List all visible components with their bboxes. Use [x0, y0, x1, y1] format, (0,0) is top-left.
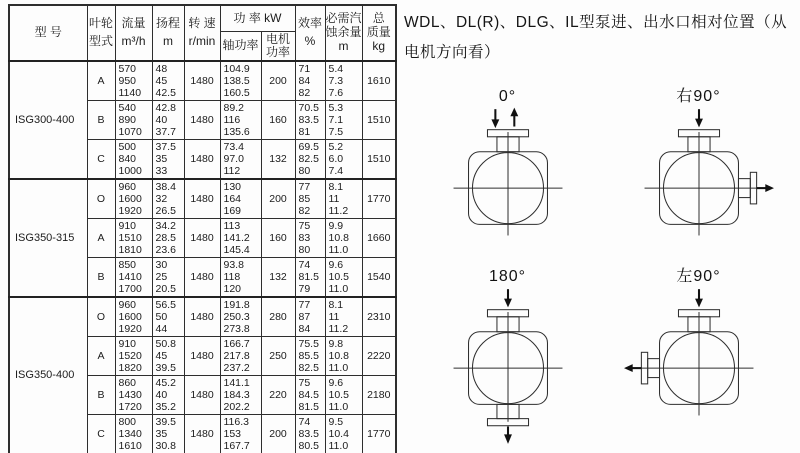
npsh-cell: 8.1 11 11.2: [325, 179, 362, 219]
motor-power-cell: 220: [261, 375, 295, 414]
motor-power-cell: 250: [261, 336, 295, 375]
impeller-cell: C: [87, 139, 115, 179]
diagram-angle-label: 左90°: [676, 268, 721, 285]
npsh-cell: 5.3 7.1 7.5: [325, 100, 362, 139]
panel-title: WDL、DL(R)、DLG、IL型泵进、出水口相对位置（从电机方向看）: [404, 14, 788, 61]
pump-outline-icon: [624, 106, 774, 265]
table-body: [9, 61, 396, 453]
header-power-group: 功 率 kW: [220, 5, 295, 31]
npsh-cell: 5.4 7.3 7.6: [325, 61, 362, 101]
speed-cell: 1480: [184, 375, 220, 414]
flow-cell: 570 950 1140: [115, 61, 152, 101]
impeller-cell: C: [87, 414, 115, 453]
impeller-cell: O: [87, 297, 115, 337]
pump-diagram-right-outlet: [624, 88, 774, 268]
flow-cell: 960 1600 1920: [115, 179, 152, 219]
shaft-power-cell: 89.2 116 135.6: [220, 100, 261, 139]
head-cell: 30 25 20.5: [152, 257, 184, 297]
header-head: 扬程 m: [152, 5, 184, 61]
header-flow: 流量 m³/h: [115, 5, 152, 61]
efficiency-cell: 77 87 84: [295, 297, 325, 337]
pump-diagram-bottom-outlet: [433, 268, 583, 448]
diagram-angle-label: 180°: [488, 268, 527, 285]
mass-cell: 1770: [362, 414, 396, 453]
head-cell: 50.8 45 39.5: [152, 336, 184, 375]
spec-row: [9, 61, 396, 101]
npsh-cell: 9.5 10.4 11.0: [325, 414, 362, 453]
speed-cell: 1480: [184, 257, 220, 297]
mass-cell: 2220: [362, 336, 396, 375]
mass-cell: 1510: [362, 139, 396, 179]
speed-cell: 1480: [184, 218, 220, 257]
npsh-cell: 5.2 6.0 7.4: [325, 139, 362, 179]
motor-power-cell: 200: [261, 414, 295, 453]
efficiency-cell: 74 83.5 80.5: [295, 414, 325, 453]
npsh-cell: 8.1 11 11.2: [325, 297, 362, 337]
npsh-cell: 9.6 10.5 11.0: [325, 257, 362, 297]
head-cell: 38.4 32 26.5: [152, 179, 184, 219]
diagram-angle-label: 0°: [498, 88, 517, 105]
shaft-power-cell: 73.4 97.0 112: [220, 139, 261, 179]
pump-diagram-left-outlet: [624, 268, 774, 448]
header-speed: 转 速 r/min: [184, 5, 220, 61]
mass-cell: 1770: [362, 179, 396, 219]
motor-power-cell: 160: [261, 218, 295, 257]
header-npsh: 必需汽 蚀余量 m: [325, 5, 362, 61]
head-cell: 48 45 42.5: [152, 61, 184, 101]
motor-power-cell: 160: [261, 100, 295, 139]
header-efficiency: 效率 %: [295, 5, 325, 61]
model-cell: ISG300-400: [9, 61, 87, 179]
speed-cell: 1480: [184, 100, 220, 139]
shaft-power-cell: 113 141.2 145.4: [220, 218, 261, 257]
pump-diagram-top-outlet: [433, 88, 583, 268]
head-cell: 34.2 28.5 23.6: [152, 218, 184, 257]
efficiency-cell: 75 84.5 81.5: [295, 375, 325, 414]
spec-row: [9, 179, 396, 219]
spec-table: [8, 4, 397, 453]
motor-power-cell: 200: [261, 179, 295, 219]
efficiency-cell: 75 83 80: [295, 218, 325, 257]
table-header: [9, 5, 396, 61]
mass-cell: 1610: [362, 61, 396, 101]
impeller-cell: A: [87, 61, 115, 101]
npsh-cell: 9.6 10.5 11.0: [325, 375, 362, 414]
header-shaft-power: 轴功率: [220, 31, 261, 61]
flow-cell: 800 1340 1610: [115, 414, 152, 453]
shaft-power-cell: 191.8 250.3 273.8: [220, 297, 261, 337]
npsh-cell: 9.9 10.8 11.0: [325, 218, 362, 257]
spec-row: [9, 297, 396, 337]
flow-cell: 540 890 1070: [115, 100, 152, 139]
shaft-power-cell: 141.1 184.3 202.2: [220, 375, 261, 414]
flow-cell: 500 840 1000: [115, 139, 152, 179]
impeller-cell: B: [87, 375, 115, 414]
head-cell: 42.8 40 37.7: [152, 100, 184, 139]
flow-cell: 960 1600 1920: [115, 297, 152, 337]
mass-cell: 2310: [362, 297, 396, 337]
shaft-power-cell: 93.8 118 120: [220, 257, 261, 297]
mass-cell: 1660: [362, 218, 396, 257]
speed-cell: 1480: [184, 297, 220, 337]
diagram-angle-label: 右90°: [676, 88, 721, 105]
pump-outline-icon: [433, 106, 583, 265]
speed-cell: 1480: [184, 414, 220, 453]
header-model: 型 号: [9, 5, 87, 61]
mass-cell: 1540: [362, 257, 396, 297]
header-impeller: 叶轮 型式: [87, 5, 115, 61]
speed-cell: 1480: [184, 179, 220, 219]
impeller-cell: B: [87, 257, 115, 297]
header-motor-power: 电机 功率: [261, 31, 295, 61]
motor-power-cell: 132: [261, 139, 295, 179]
efficiency-cell: 71 84 82: [295, 61, 325, 101]
speed-cell: 1480: [184, 336, 220, 375]
flow-cell: 910 1510 1810: [115, 218, 152, 257]
efficiency-cell: 77 85 82: [295, 179, 325, 219]
pump-outline-icon: [624, 286, 774, 445]
efficiency-cell: 70.5 83.5 81: [295, 100, 325, 139]
motor-power-cell: 200: [261, 61, 295, 101]
shaft-power-cell: 116.3 153 167.7: [220, 414, 261, 453]
shaft-power-cell: 130 164 169: [220, 179, 261, 219]
head-cell: 45.2 40 35.2: [152, 375, 184, 414]
shaft-power-cell: 166.7 217.8 237.2: [220, 336, 261, 375]
motor-power-cell: 280: [261, 297, 295, 337]
head-cell: 39.5 35 30.8: [152, 414, 184, 453]
npsh-cell: 9.8 10.8 11.0: [325, 336, 362, 375]
head-cell: 56.5 50 44: [152, 297, 184, 337]
impeller-cell: A: [87, 218, 115, 257]
diagram-grid: [412, 88, 794, 448]
pump-outline-icon: [433, 286, 583, 445]
impeller-cell: A: [87, 336, 115, 375]
model-cell: ISG350-315: [9, 179, 87, 297]
model-cell: ISG350-400: [9, 297, 87, 453]
pump-spec-table: [8, 4, 397, 453]
outlet-position-panel: [402, 0, 798, 453]
speed-cell: 1480: [184, 61, 220, 101]
flow-cell: 850 1410 1700: [115, 257, 152, 297]
impeller-cell: O: [87, 179, 115, 219]
mass-cell: 2180: [362, 375, 396, 414]
impeller-cell: B: [87, 100, 115, 139]
efficiency-cell: 74 81.5 79: [295, 257, 325, 297]
shaft-power-cell: 104.9 138.5 160.5: [220, 61, 261, 101]
flow-cell: 910 1520 1820: [115, 336, 152, 375]
efficiency-cell: 75.5 85.5 82.5: [295, 336, 325, 375]
motor-power-cell: 132: [261, 257, 295, 297]
head-cell: 37.5 35 33: [152, 139, 184, 179]
header-mass: 总 质量 kg: [362, 5, 396, 61]
flow-cell: 860 1430 1720: [115, 375, 152, 414]
efficiency-cell: 69.5 82.5 80: [295, 139, 325, 179]
mass-cell: 1510: [362, 100, 396, 139]
speed-cell: 1480: [184, 139, 220, 179]
